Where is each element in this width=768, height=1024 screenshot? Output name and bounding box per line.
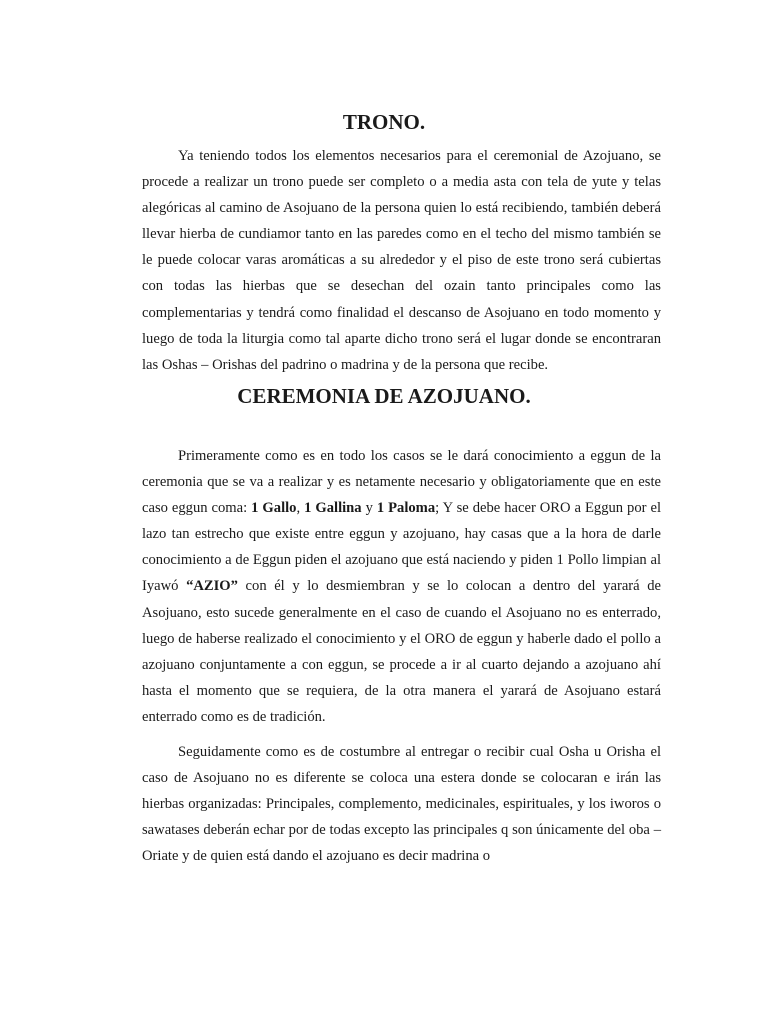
paragraph-text: ,: [296, 500, 305, 517]
paragraph-trono: Ya teniendo todos los elementos necesarios para el ceremonial de Azojuano, se procede a realizar un trono puede ser completo o a media asta con tela de yute y telas alegóricas al camino de Asojuano de la persona quien lo está recibiendo, también deberá llevar hierba de cundiamor tanto en las paredes como en el techo del mismo también se le puede colocar varas aromáticas a su alrededor y el piso de este trono será cubiertas con todas las hierbas que se desechan del ozain tanto principales como las complementarias y tendrá como finalidad el descanso de Asojuano en todo momento y luego de toda la liturgia como tal aparte dicho trono será el lugar donde se encontraran las Oshas – Orishas del padrino o madrina y de la persona que recibe.: [142, 148, 661, 373]
bold-term-azio: “AZIO”: [186, 578, 238, 595]
section-title-trono: TRONO.: [342, 110, 426, 134]
bold-term-gallo: 1 Gallo: [251, 500, 297, 517]
paragraph-text: ; Y se debe hacer ORO a Eggun por el lazo tan estrecho que existe entre eggun y azojuano, hay casas que a la hora de darle conocimiento a de Eggun piden el azojuano que está naciendo y piden 1 Pollo limpian al Iyawó: [142, 500, 662, 595]
section-title-ceremonia: CEREMONIA DE AZOJUANO.: [237, 384, 531, 408]
bold-term-gallina: 1 Gallina: [304, 500, 362, 517]
paragraph-ceremonia-2: Seguidamente como es de costumbre al entregar o recibir cual Osha u Orisha el caso de Asojuano no es diferente se coloca una estera donde se colocaran e irán las hierbas organizadas: Principales, complemento, medicinales, espirituales, y los iworos o sawatases deberán echar por de todas excepto las principales q son únicamente del oba – Oriate y de quien está dando el azojuano es decir madrina o: [142, 744, 661, 865]
paragraph-text: y: [361, 500, 377, 517]
bold-term-paloma: 1 Paloma: [376, 500, 436, 517]
paragraph-text: con él y lo desmiembran y se lo colocan a dentro del yarará de Asojuano, esto sucede generalmente en el caso de cuando el Asojuano no es enterrado, luego de haberse realizado el conocimiento y el ORO de eggun y haberle dado el pollo a azojuano conjuntamente a con eggun, se procede a ir al cuarto dejando a azojuano ahí hasta el momento que se requiera, de la otra manera el yarará de Asojuano estará enterrado como es de tradición.: [142, 578, 661, 725]
paragraph-text: Primeramente como es en todo los casos se le dará conocimiento a eggun de la ceremonia que se va a realizar y es netamente necesario y obligatoriamente que en este caso eggun coma:: [142, 448, 661, 517]
paragraph-ceremonia-1: [142, 443, 661, 730]
